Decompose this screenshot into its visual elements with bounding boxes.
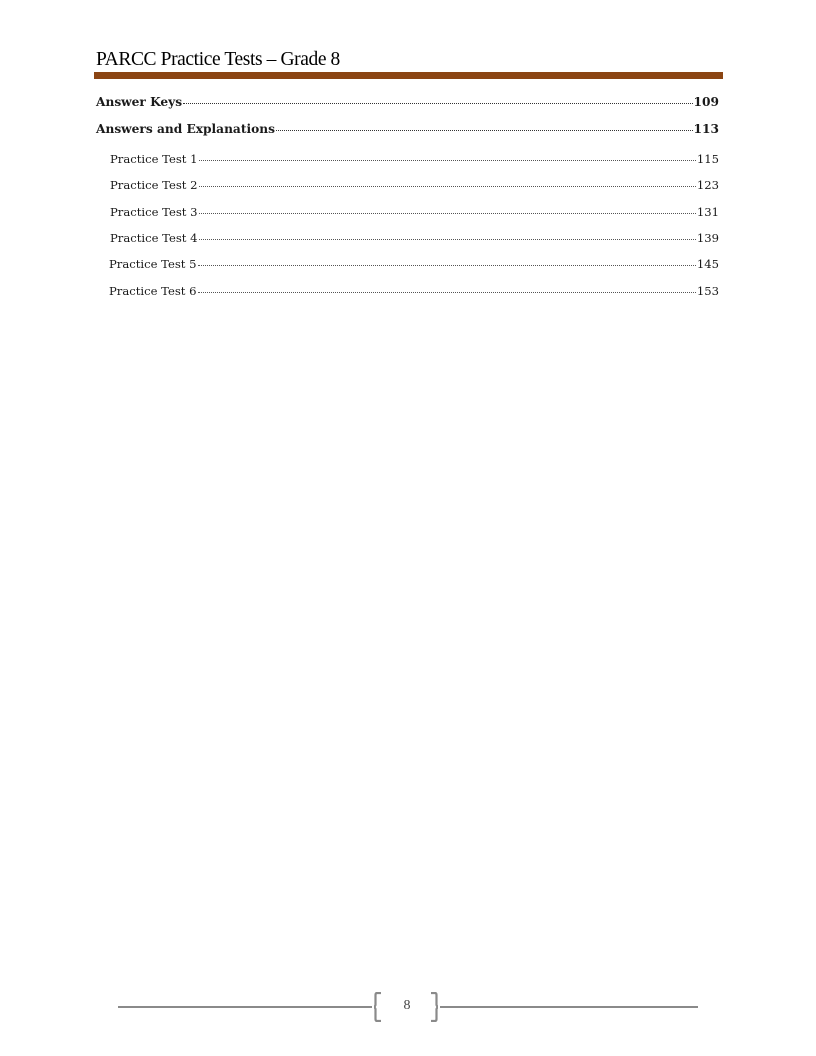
toc-entry-practice-test-3[interactable]	[110, 204, 719, 219]
footer-rule-right	[440, 1006, 698, 1008]
toc-entry-page: 131	[696, 204, 719, 219]
toc-entry-practice-test-6[interactable]	[109, 283, 719, 298]
toc-entry-label: Answers and Explanations	[96, 122, 275, 137]
toc-entry-label: Practice Test 3	[110, 204, 198, 219]
toc-entry-practice-test-1[interactable]	[110, 151, 719, 166]
toc-entry-label: Practice Test 4	[110, 230, 198, 245]
toc-dot-leader	[199, 204, 696, 216]
toc-dot-leader	[198, 283, 696, 295]
toc-entry-page: 139	[696, 230, 719, 245]
toc-entry-page: 153	[696, 283, 719, 298]
toc-entry-page: 109	[693, 95, 719, 110]
toc-entry-page: 145	[696, 256, 719, 271]
toc-entry-label: Practice Test 5	[109, 256, 197, 271]
toc-entry-label: Practice Test 1	[110, 151, 198, 166]
page-title: PARCC Practice Tests – Grade 8	[96, 49, 340, 70]
toc-entry-label: Practice Test 6	[109, 283, 197, 298]
toc-entry-label: Practice Test 2	[110, 177, 198, 192]
toc-entry-label: Answer Keys	[96, 95, 183, 110]
toc-dot-leader	[183, 94, 692, 106]
toc-entry-page: 113	[693, 122, 719, 137]
header-divider	[94, 72, 723, 79]
toc-entry-practice-test-5[interactable]	[109, 256, 719, 271]
toc-dot-leader	[198, 256, 696, 268]
right-bracket-icon	[430, 992, 438, 1022]
page-number: 8	[403, 998, 411, 1013]
toc-dot-leader	[199, 151, 696, 163]
toc-entry-page: 115	[696, 151, 719, 166]
toc-entry-answer-keys[interactable]	[96, 94, 719, 109]
left-bracket-icon	[374, 992, 382, 1022]
footer-rule-left	[118, 1006, 372, 1008]
toc-entry-page: 123	[696, 177, 719, 192]
toc-dot-leader	[276, 121, 693, 133]
toc-dot-leader	[199, 230, 696, 242]
toc-entry-answers-and-explanations[interactable]	[96, 121, 719, 136]
toc-entry-practice-test-2[interactable]	[110, 177, 719, 192]
toc-dot-leader	[199, 177, 696, 189]
toc-entry-practice-test-4[interactable]	[110, 230, 719, 245]
